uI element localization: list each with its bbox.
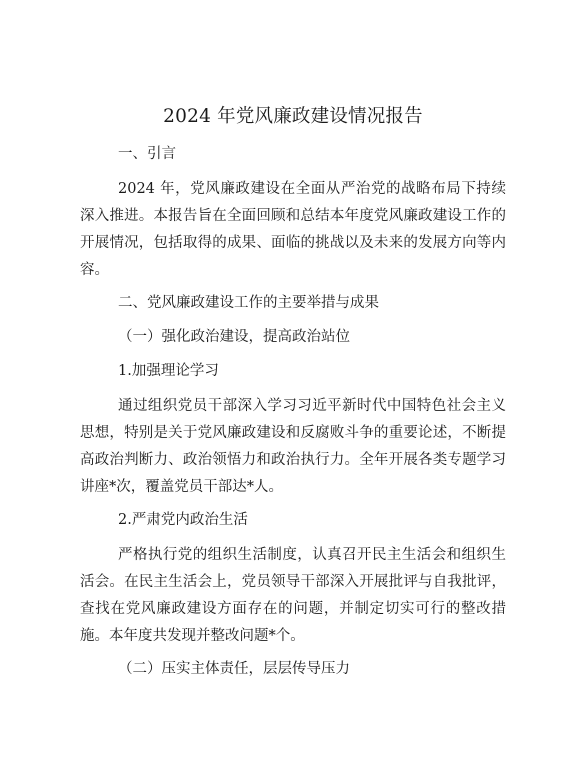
section-heading-intro: 一、引言 bbox=[118, 146, 176, 162]
subsection-heading-political-building: （一）强化政治建设，提高政治站位 bbox=[118, 329, 350, 345]
document-title: 2024 年党风廉政建设情况报告 bbox=[163, 106, 423, 127]
paragraph-theory-study: 通过组织党员干部深入学习习近平新时代中国特色社会主义思想，特别是关于党风廉政建设和反腐败斗争的重要论述，不断提高政治判断力、政治领悟力和政治执行力。全年开展各类专题学习讲座*次，覆盖党员干部达*人。 bbox=[80, 398, 506, 495]
paragraph-intro: 2024 年，党风廉政建设在全面从严治党的战略布局下持续深入推进。本报告旨在全面回顾和总结本年度党风廉政建设工作的开展情况，包括取得的成果、面临的挑战以及未来的发展方向等内容。 bbox=[80, 181, 506, 278]
subsection-heading-main-responsibility: （二）压实主体责任，层层传导压力 bbox=[118, 661, 350, 677]
paragraph-party-life: 严格执行党的组织生活制度，认真召开民主生活会和组织生活会。在民主生活会上，党员领导干部深入开展批评与自我批评，查找在党风廉政建设方面存在的问题，并制定切实可行的整改措施。本年度共发现并整改问题*个。 bbox=[80, 547, 506, 644]
item-heading-theory-study: 1.加强理论学习 bbox=[118, 363, 219, 379]
section-heading-measures: 二、党风廉政建设工作的主要举措与成果 bbox=[118, 295, 379, 311]
item-heading-party-life: 2.严肃党内政治生活 bbox=[118, 512, 248, 528]
